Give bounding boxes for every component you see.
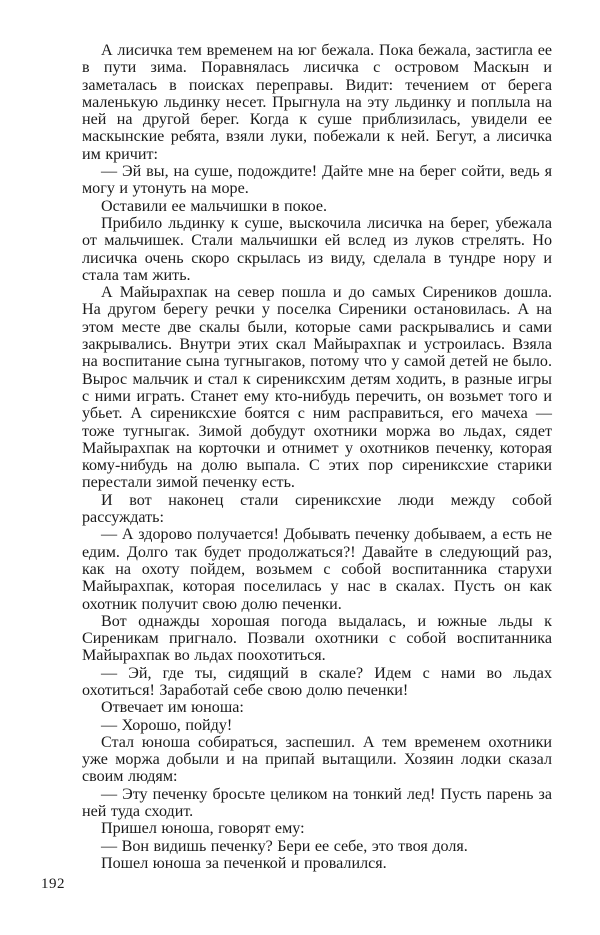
paragraph: А Майырахпак на север пошла и до самых Сиреников дошла. На другом берегу речки у поселка Сиреники остановилась. А на этом месте две скалы были, которые сами раскрывались и сами закрывались. Внутри этих скал Майырахпак и устроилась. Взяла на воспитание сына тугныгаков, потому что у самой детей не было. Вырос мальчик и стал к сирениксхим детям ходить, в разные игры с ними играть. Станет ему кто-нибудь перечить, он возьмет того и убьет. А сирениксхие боятся с ним расправиться, его мачеха — тоже тугныгак. Зимой добудут охотники моржа во льдах, сядет Майырахпак на корточки и отнимет у охотников печенку, которая кому-нибудь на долю выпала. С этих пор сирениксхие старики перестали зимой печенку есть.: [82, 284, 552, 492]
page-number: 192: [41, 876, 65, 892]
paragraph: — Эй вы, на суше, подождите! Дайте мне на берег сойти, ведь я могу и утонуть на море.: [82, 163, 552, 198]
paragraph: — А здорово получается! Добывать печенку добываем, а есть не едим. Долго так будет продолжаться?! Давайте в следующий раз, как на охоту пойдем, возьмем с собой воспитанника старухи Майырахпак, которая поселилась у нас в скалах. Пусть он как охотник получит свою долю печенки.: [82, 526, 552, 613]
paragraph: Вот однажды хорошая погода выдалась, и южные льды к Сиреникам пригнало. Позвали охотники с собой воспитанника Майырахпак во льдах поохотиться.: [82, 612, 552, 665]
page-body: [82, 42, 552, 872]
paragraph: — Эту печенку бросьте целиком на тонкий лед! Пусть парень за ней туда сходит.: [82, 785, 552, 821]
paragraph: И вот наконец стали сирениксхие люди между собой рассуждать:: [82, 491, 552, 527]
paragraph: А лисичка тем временем на юг бежала. Пока бежала, застигла ее в пути зима. Поравнялась лисичка с островом Маскын и заметалась в поисках переправы. Видит: течением от берега маленькую льдинку несет. Прыгнула на эту льдинку и поплыла на ней на другой берег. Когда к суше приблизилась, увидели ее маскынские ребята, взяли луки, побежали к ней. Бегут, а лисичка им кричит:: [82, 42, 552, 163]
paragraph: Стал юноша собираться, заспешил. А тем временем охотники уже моржа добыли и на припай вытащили. Хозяин лодки сказал своим людям:: [82, 733, 552, 786]
paragraph: Пошел юноша за печенкой и провалился.: [101, 854, 387, 872]
paragraph: Отвечает им юноша:: [101, 699, 244, 717]
paragraph: — Вон видишь печенку? Бери ее себе, это твоя доля.: [101, 837, 468, 855]
paragraph: Пришел юноша, говорят ему:: [101, 820, 305, 838]
paragraph: — Хорошо, пойду!: [101, 716, 233, 734]
paragraph: Прибило льдинку к суше, выскочила лисичка на берег, убежала от мальчишек. Стали мальчишки ей вслед из луков стрелять. Но лисичка очень скоро скрылась из виду, сделала в тундре нору и стала там жить.: [82, 214, 552, 284]
paragraph: — Эй, где ты, сидящий в скале? Идем с нами во льдах охотиться! Заработай себе свою долю печенки!: [82, 664, 552, 699]
paragraph: Оставили ее мальчишки в покое.: [101, 197, 328, 215]
